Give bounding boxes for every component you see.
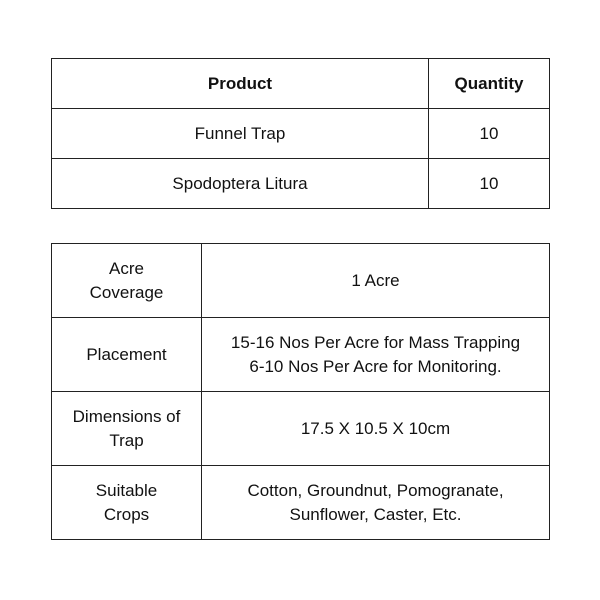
spec-label-placement	[52, 318, 202, 392]
spec-value-line: Cotton, Groundnut, Pomogranate,	[247, 480, 504, 500]
product-column-header: Product	[52, 59, 429, 109]
table-header-row	[52, 59, 550, 109]
spec-value-acre-coverage	[202, 244, 550, 318]
quantity-cell: 10	[429, 159, 550, 209]
product-cell: Funnel Trap	[52, 109, 429, 159]
spec-label-dimensions	[52, 392, 202, 466]
spec-value-suitable-crops	[202, 466, 550, 540]
table-row	[52, 109, 550, 159]
spec-label-line: Coverage	[89, 282, 164, 302]
spec-value-line: Sunflower, Caster, Etc.	[289, 504, 462, 524]
table-row	[52, 244, 550, 318]
spec-value-line: 6-10 Nos Per Acre for Monitoring.	[249, 356, 502, 376]
spec-label-line: Crops	[103, 504, 150, 524]
spec-value-placement	[202, 318, 550, 392]
product-cell: Spodoptera Litura	[52, 159, 429, 209]
quantity-cell: 10	[429, 109, 550, 159]
specifications-table	[51, 243, 550, 540]
spec-value-line: 1 Acre	[351, 270, 400, 290]
spec-label-line: Trap	[109, 430, 144, 450]
spec-label-line: Placement	[86, 344, 167, 364]
spec-label-suitable-crops	[52, 466, 202, 540]
table-row	[52, 466, 550, 540]
spec-label-line: Suitable	[95, 480, 158, 500]
spec-label-line: Dimensions of	[72, 406, 181, 426]
spec-label-acre-coverage	[52, 244, 202, 318]
spec-value-dimensions	[202, 392, 550, 466]
spec-value-line: 17.5 X 10.5 X 10cm	[300, 418, 451, 438]
product-quantity-table	[51, 58, 550, 209]
quantity-column-header: Quantity	[429, 59, 550, 109]
table-row	[52, 159, 550, 209]
table-row	[52, 318, 550, 392]
spec-value-line: 15-16 Nos Per Acre for Mass Trapping	[230, 332, 521, 352]
spec-label-line: Acre	[109, 258, 144, 278]
table-row	[52, 392, 550, 466]
